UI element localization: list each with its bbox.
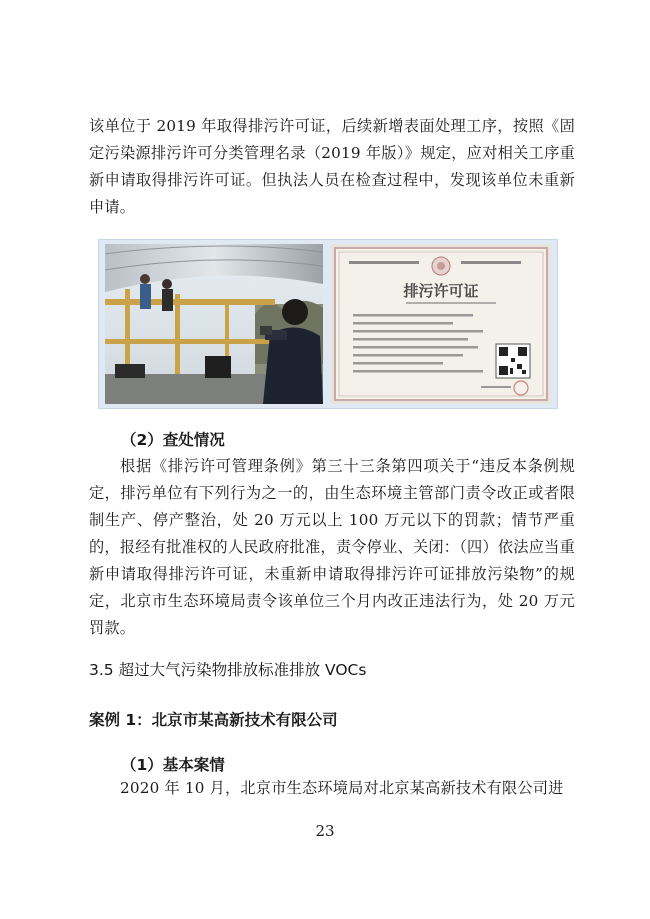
page-number: 23 (315, 822, 335, 840)
penalty-heading: （2）查处情况 (121, 431, 225, 449)
basic-heading: （1）基本案情 (121, 756, 225, 774)
intro-paragraph: 该单位于 2019 年取得排污许可证，后续新增表面处理工序，按照《固定污染源排污许可分类管理名录（2019 年版）》规定，应对相关工序重新申请取得排污许可证。但执法人员在检查过程中，发现该单位未重新申请。 (89, 117, 575, 216)
permit-certificate-photo (331, 244, 551, 404)
case-title: 案例 1：北京市某高新技术有限公司 (89, 711, 338, 729)
section-heading: 3.5 超过大气污染物排放标准排放 VOCs (89, 661, 367, 679)
basic-paragraph: 2020 年 10 月，北京市生态环境局对北京某高新技术有限公司进 (120, 779, 564, 797)
certificate-title: 排污许可证 (403, 282, 479, 300)
inspection-photo (98, 239, 558, 409)
inspection-scene-photo (105, 244, 323, 404)
penalty-paragraph: 根据《排污许可管理条例》第三十三条第四项关于“违反本条例规定，排污单位有下列行为之一的，由生态环境主管部门责令改正或者限制生产、停产整治，处 20 万元以上 100 万元以下的罚款；情节严重的，报经有批准权的人民政府批准，责令停业、关闭：（四）依法应当重新申请取得排污许可证，未重新申请取得排污许可证排放污染物”的规定，北京市生态环境局责令该单位三个月内改正违法行为，处 20 万元罚款。 (89, 457, 575, 637)
